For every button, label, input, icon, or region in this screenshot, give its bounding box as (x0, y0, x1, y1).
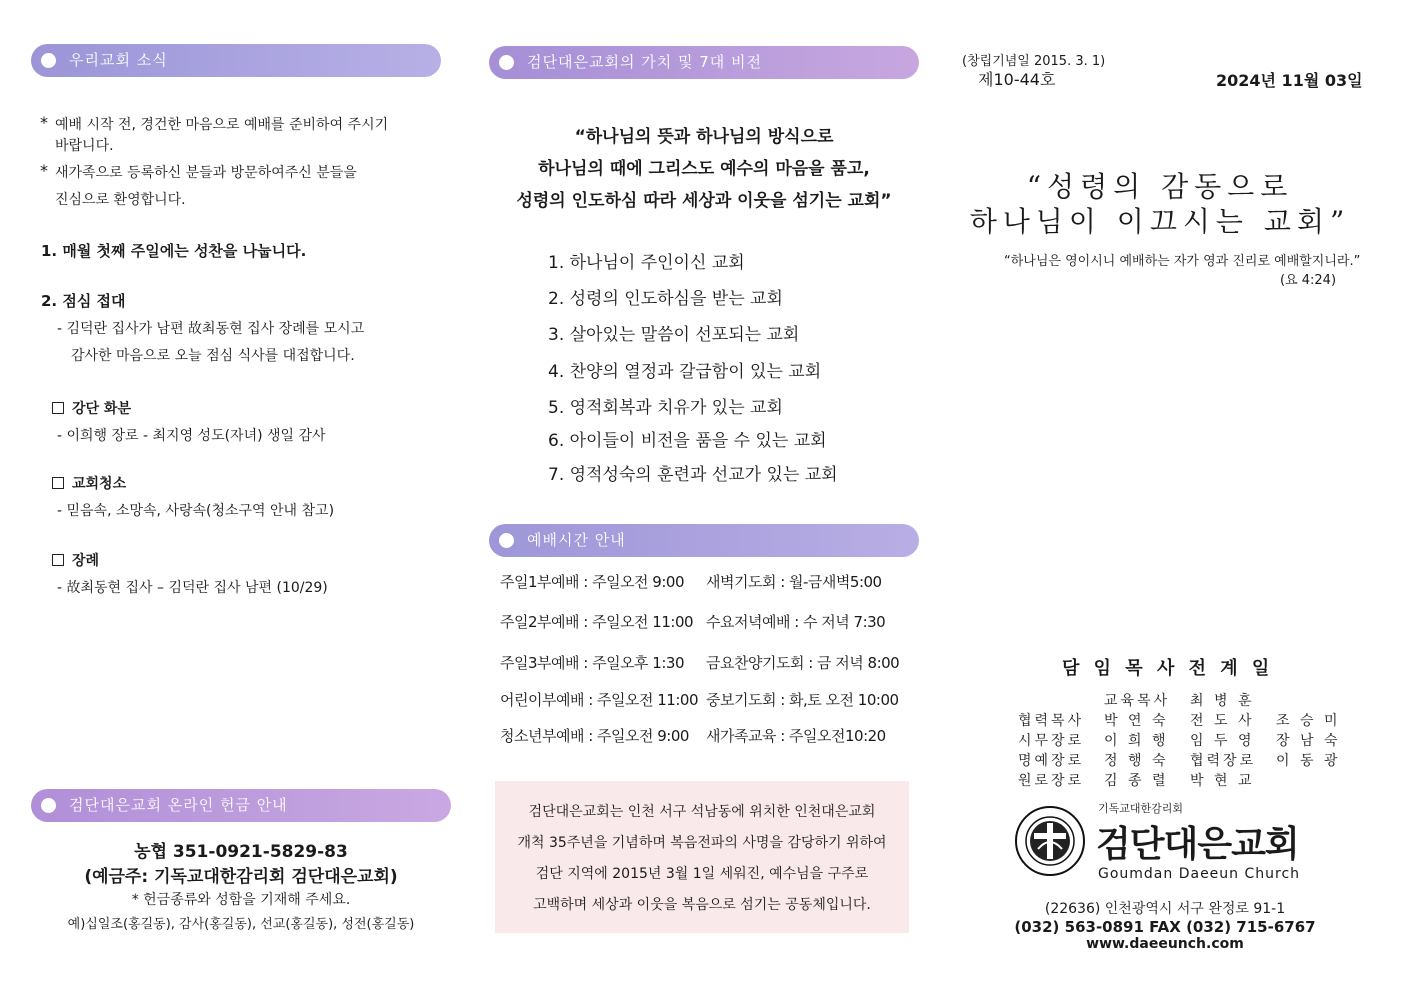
worship-header (489, 524, 919, 557)
note-1-line-2: 바랍니다. (55, 138, 114, 154)
vision-item: 1. 하나님이 주인이신 교회 (548, 253, 745, 273)
checkbox-square-icon (52, 402, 64, 414)
offering-header (31, 789, 451, 822)
church-phone: (032) 563-0891 FAX (032) 715-6767 (1014, 918, 1316, 936)
intro-line: 고백하며 세상과 이웃을 복음으로 섬기는 공동체입니다. (533, 897, 871, 913)
checkbox-square-icon (52, 554, 64, 566)
bullet-dot-icon (41, 798, 56, 813)
methodist-seal-icon (1014, 805, 1086, 877)
staff-row (1018, 730, 1350, 750)
staff-cell: 최 병 훈 (1190, 693, 1255, 709)
offering-holder: (예금주: 기독교대한감리회 검단대은교회) (84, 867, 398, 887)
bullet-dot-icon (41, 53, 56, 68)
staff-cell: 이 희 행 (1104, 733, 1169, 749)
worship-time: 수요저녁예배 : 수 저녁 7:30 (706, 613, 886, 631)
worship-header-label: 예배시간 안내 (527, 531, 626, 549)
founding-date: (창립기념일 2015. 3. 1) (962, 54, 1106, 69)
checkbox-square-icon (52, 477, 64, 489)
staff-cell: 박 연 숙 (1104, 713, 1169, 729)
church-name-logo: 검단대은교회 (1096, 824, 1299, 865)
vision-quote-line-2: 하나님의 때에 그리스도 예수의 마음을 품고, (538, 159, 870, 179)
vision-header (489, 46, 919, 79)
note-mark: * (40, 113, 48, 132)
cleaning-line: - 믿음속, 소망속, 사랑속(청소구역 안내 참고) (57, 503, 335, 519)
vision-item: 7. 영적성숙의 훈련과 선교가 있는 교회 (548, 465, 838, 485)
news-header (31, 44, 441, 77)
worship-time: 새벽기도회 : 월-금새벽5:00 (706, 573, 882, 591)
vision-quote-line-3: 성령의 인도하심 따라 세상과 이웃을 섬기는 교회” (516, 191, 892, 211)
intro-box (495, 781, 909, 933)
church-name-english: Goumdan Daeeun Church (1098, 866, 1301, 882)
staff-cell: 시무장로 (1018, 733, 1085, 749)
senior-pastor: 담 임 목 사 전 계 일 (1062, 658, 1274, 679)
vision-header-label: 검단대은교회의 가치 및 7대 비전 (527, 53, 762, 71)
worship-time: 새가족교육 : 주일오전10:20 (706, 727, 886, 745)
flowers-title (52, 398, 131, 418)
staff-row (1018, 710, 1350, 730)
vision-item: 3. 살아있는 말씀이 선포되는 교회 (548, 325, 800, 345)
staff-cell: 조 승 미 (1276, 713, 1341, 729)
bullet-dot-icon (499, 533, 514, 548)
bullet-dot-icon (499, 55, 514, 70)
vision-item: 2. 성령의 인도하심을 받는 교회 (548, 289, 783, 309)
church-address: (22636) 인천광역시 서구 완정로 91-1 (1044, 901, 1286, 917)
worship-time: 주일2부예배 : 주일오전 11:00 (500, 613, 694, 631)
worship-time: 중보기도회 : 화,토 오전 10:00 (706, 691, 899, 709)
staff-cell: 협력장로 (1190, 753, 1257, 769)
worship-time: 주일3부예배 : 주일오후 1:30 (500, 654, 684, 672)
intro-line: 검단대은교회는 인천 서구 석남동에 위치한 인천대은교회 (528, 804, 876, 820)
vision-item: 4. 찬양의 열정과 갈급함이 있는 교회 (548, 362, 822, 382)
offering-header-label: 검단대은교회 온라인 헌금 안내 (69, 796, 288, 814)
offering-example: 예)십일조(홍길동), 감사(홍길동), 선교(홍길동), 성전(홍길동) (67, 917, 415, 932)
worship-time: 주일1부예배 : 주일오전 9:00 (500, 573, 684, 591)
staff-cell: 교육목사 (1104, 693, 1171, 709)
offering-account: 농협 351-0921-5829-83 (134, 842, 348, 862)
news-item-2: 2. 점심 접대 (41, 292, 126, 310)
staff-cell: 원로장로 (1018, 773, 1085, 789)
church-website[interactable]: www.daeeunch.com (1086, 936, 1244, 952)
note-2-line-2: 진심으로 환영합니다. (55, 192, 186, 208)
worship-time: 청소년부예배 : 주일오전 9:00 (500, 727, 689, 745)
intro-line: 검단 지역에 2015년 3월 1일 세워진, 예수님을 구주로 (535, 866, 869, 882)
church-logo (1014, 805, 1086, 877)
staff-cell: 장 남 숙 (1276, 733, 1341, 749)
flowers-line: - 이희행 장로 - 최지영 성도(자녀) 생일 감사 (57, 428, 326, 444)
staff-table (1018, 690, 1350, 790)
cleaning-title (52, 473, 126, 493)
worship-time: 금요찬양기도회 : 금 저녁 8:00 (706, 654, 900, 672)
funeral-title-label: 장례 (72, 553, 100, 569)
staff-row (1018, 750, 1350, 770)
note-mark: * (40, 161, 48, 180)
flowers-title-label: 강단 화분 (72, 401, 131, 417)
vision-item: 5. 영적회복과 치유가 있는 교회 (548, 398, 783, 418)
vision-item: 6. 아이들이 비전을 품을 수 있는 교회 (548, 431, 827, 451)
note-2-line-1: 새가족으로 등록하신 분들과 방문하여주신 분들을 (55, 165, 357, 181)
news-item-1: 1. 매월 첫째 주일에는 성찬을 나눕니다. (41, 242, 307, 260)
staff-cell: 김 종 렬 (1104, 773, 1169, 789)
staff-row (1018, 690, 1350, 710)
funeral-line: - 故최동현 집사 – 김덕란 집사 남편 (10/29) (57, 580, 328, 596)
offering-note: * 헌금종류와 성함을 기재해 주세요. (131, 892, 351, 908)
staff-cell: 임 두 영 (1190, 733, 1255, 749)
intro-line: 개척 35주년을 기념하며 복음전파의 사명을 감당하기 위하여 (517, 835, 887, 851)
issue-number: 제10-44호 (978, 70, 1056, 89)
cleaning-title-label: 교회청소 (72, 476, 127, 492)
staff-cell (1276, 770, 1350, 790)
worship-time: 어린이부예배 : 주일오전 11:00 (500, 691, 698, 709)
staff-row (1018, 770, 1350, 790)
staff-cell: 협력목사 (1018, 713, 1085, 729)
scripture-ref: (요 4:24) (1280, 273, 1337, 288)
staff-cell: 박 현 교 (1190, 773, 1255, 789)
note-1-line-1: 예배 시작 전, 경건한 마음으로 예배를 준비하여 주시기 (55, 117, 389, 133)
staff-cell: 이 동 광 (1276, 753, 1341, 769)
bulletin-date: 2024년 11월 03일 (1216, 71, 1363, 90)
scripture-verse: “하나님은 영이시니 예배하는 자가 영과 진리로 예배할지니라.” (1004, 254, 1361, 269)
vision-quote-line-1: “하나님의 뜻과 하나님의 방식으로 (574, 127, 834, 147)
staff-cell (1276, 690, 1350, 710)
staff-cell: 명예장로 (1018, 753, 1085, 769)
funeral-title (52, 550, 99, 570)
staff-cell: 전 도 사 (1190, 713, 1255, 729)
news-header-label: 우리교회 소식 (69, 51, 168, 69)
news-item-2-line-1: - 김덕란 집사가 남편 故최동현 집사 장례를 모시고 (57, 321, 365, 337)
staff-cell (1018, 690, 1104, 710)
news-item-2-line-2: 감사한 마음으로 오늘 점심 식사를 대접합니다. (71, 348, 355, 364)
motto-line-1: “성령의 감동으로 (1026, 170, 1294, 203)
staff-cell: 정 행 숙 (1104, 753, 1169, 769)
motto-line-2: 하나님이 이끄시는 교회” (969, 205, 1351, 238)
denomination-label: 기독교대한감리회 (1098, 802, 1184, 815)
